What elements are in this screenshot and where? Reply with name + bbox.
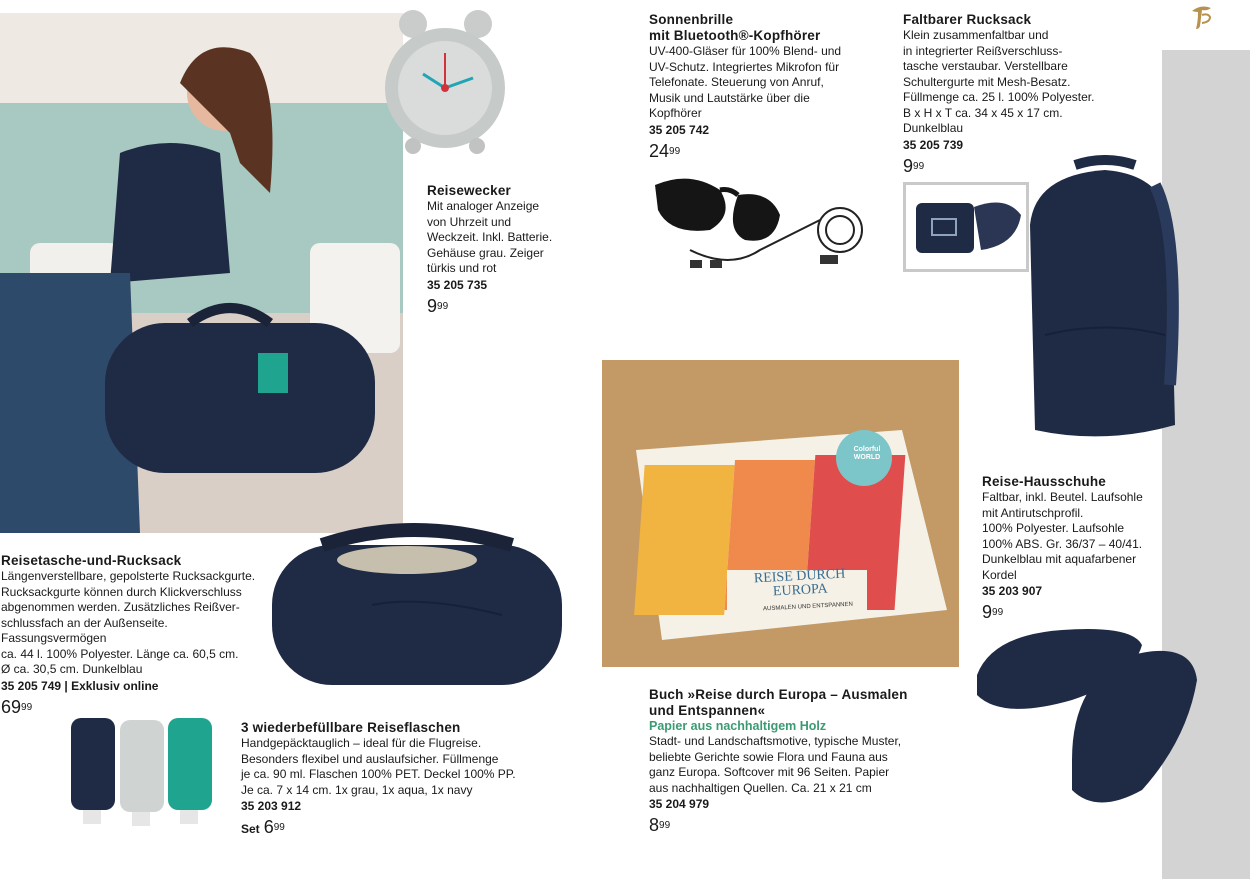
price-cents: 99: [273, 822, 285, 833]
product-reisewecker: [427, 183, 587, 317]
product-title: Faltbarer Rucksack: [903, 12, 1032, 27]
product-reise-hausschuhe: [982, 474, 1157, 623]
article-number: 35 203 907: [982, 584, 1043, 598]
article-number: 35 205 739: [903, 137, 964, 152]
price: [1, 696, 271, 718]
duffel-bag-image: [262, 505, 572, 690]
product-description: Handgepäcktauglich – ideal für die Flugreise. Besonders flexibel und auslaufsicher. Füllmenge je ca. 90 ml. Flaschen 100% PET. Deckel 100% PP. Je ca. 7 x 14 cm. 1x grau, 1x aqua, 1x navy: [241, 736, 516, 797]
folded-backpack-inset: [903, 182, 1029, 272]
article-number: 35 205 742: [649, 122, 710, 137]
price: [241, 816, 521, 840]
product-title: 3 wiederbefüllbare Reiseflaschen: [241, 720, 461, 735]
sunglasses-headphones-image: [650, 170, 880, 290]
product-description: Mit analoger Anzeige von Uhrzeit und Weckzeit. Inkl. Batterie. Gehäuse grau. Zeiger türkis und rot: [427, 199, 553, 275]
sustainability-note: Papier aus nachhaltigem Holz: [649, 719, 827, 733]
product-description: UV-400-Gläser für 100% Blend- und UV-Schutz. Integriertes Mikrofon für Telefonate. Steuerung von Anruf, Musik und Lautstärke über die Kopfhörer: [649, 44, 842, 120]
price: [649, 140, 889, 162]
product-sonnenbrille: [649, 12, 889, 162]
price: [982, 601, 1157, 623]
article-number: 35 205 749 | Exklusiv online: [1, 678, 159, 693]
product-reisetasche: [1, 553, 271, 718]
product-reiseflaschen: [241, 720, 521, 840]
product-description: Stadt- und Landschaftsmotive, typische Muster, beliebte Gerichte sowie Flora und Fauna aus ganz Europa. Softcover mit 96 Seiten. Papier aus nachhaltigen Quellen. Ca. 21 x 21 cm: [649, 734, 902, 795]
price: [903, 155, 1143, 177]
price-cents: 99: [659, 820, 671, 831]
tchibo-logo-icon[interactable]: [1186, 2, 1216, 32]
article-number: 35 204 979: [649, 797, 710, 811]
price-cents: 99: [913, 160, 925, 172]
product-title: Reisetasche-und-Rucksack: [1, 553, 182, 568]
price: [427, 295, 587, 317]
slippers-image: [972, 620, 1207, 815]
product-title: Buch »Reise durch Europa – Ausmalen und Entspannen«: [649, 687, 908, 718]
travel-bottles-image: [65, 712, 220, 832]
price-cents: 99: [21, 701, 33, 713]
coloring-book-photo: [602, 360, 959, 667]
price-cents: 99: [437, 300, 449, 312]
product-title: Reisewecker: [427, 183, 512, 198]
product-description: Faltbar, inkl. Beutel. Laufsohle mit Antirutschprofil. 100% Polyester. Laufsohle 100% ABS. Gr. 36/37 – 40/41. Dunkelblau mit aquafarbener Kordel: [982, 490, 1143, 582]
price-main: 6: [263, 817, 274, 837]
price-main: 69: [1, 696, 22, 717]
price-main: 9: [903, 155, 914, 176]
product-buch: [649, 687, 919, 836]
article-number: 35 203 912: [241, 799, 302, 813]
product-title: Sonnenbrille mit Bluetooth®-Kopfhörer: [649, 12, 821, 43]
set-label: Set: [241, 822, 260, 836]
price-main: 8: [649, 815, 660, 835]
lifestyle-photo-woman-packing-bag: [0, 13, 403, 533]
price: [649, 814, 919, 836]
book-cover-title: REISE DURCH EUROPA: [753, 566, 846, 600]
product-description: Längenverstellbare, gepolsterte Rucksackgurte. Rucksackgurte können durch Klickverschluss abgenommen werden. Zusätzliches Reißver- schlussfach an der Außenseite. Fassungsvermögen ca. 44 l. 100% Polyester. Länge ca. 60,5 cm. Ø ca. 30,5 cm. Dunkelblau: [1, 569, 256, 676]
price-main: 9: [427, 295, 438, 316]
price-main: 24: [649, 140, 670, 161]
product-faltbarer-rucksack: [903, 12, 1143, 177]
product-title: Reise-Hausschuhe: [982, 474, 1106, 489]
alarm-clock-image: [383, 8, 513, 158]
book-cover-badge: Colorful WORLD: [853, 446, 881, 461]
price-main: 9: [982, 602, 993, 622]
book-cover-subtitle: AUSMALEN UND ENTSPANNEN: [762, 601, 854, 613]
product-description: Klein zusammenfaltbar und in integrierter Reißverschluss- tasche verstaubar. Verstellbare Schultergurte mit Mesh-Besatz. Füllmenge ca. 25 l. 100% Polyester. B x H x T ca. 34 x 45 x 17 cm. Dunkelblau: [903, 28, 1095, 135]
price-cents: 99: [669, 145, 681, 157]
backpack-image: [1015, 155, 1190, 445]
price-cents: 99: [992, 607, 1004, 618]
article-number: 35 205 735: [427, 277, 488, 292]
